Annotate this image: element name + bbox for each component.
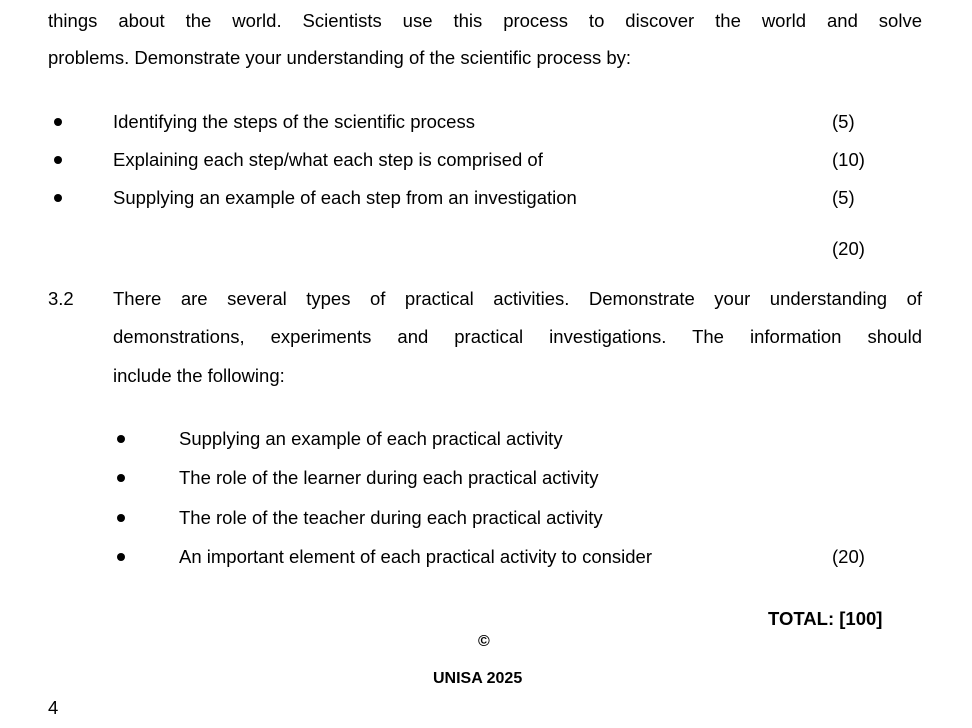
list-item-marks: (10) [832, 149, 865, 170]
list-item-text: Identifying the steps of the scientific process [113, 111, 475, 132]
list-item-marks: (5) [832, 111, 855, 132]
q32-line-3: include the following: [113, 365, 285, 386]
bullet-icon [54, 118, 62, 126]
bullet-icon [117, 553, 125, 561]
bullet-icon [54, 194, 62, 202]
list-item-text: An important element of each practical activity to consider [179, 546, 653, 567]
q32-line-2: demonstrations, experiments and practical investigations. The information should [113, 326, 922, 347]
q32-line-1: There are several types of practical activities. Demonstrate your understanding of [113, 288, 922, 309]
list-item-text: Explaining each step/what each step is comprised of [113, 149, 543, 170]
list-item-marks: (5) [832, 187, 855, 208]
list-item-text: The role of the teacher during each practical activity [179, 507, 603, 528]
page-number: 4 [48, 697, 59, 718]
list-item-text: Supplying an example of each step from an investigation [113, 187, 577, 208]
list-item-text: The role of the learner during each practical activity [179, 467, 599, 488]
total-marks: TOTAL: [100] [768, 608, 883, 629]
bullet-icon [117, 435, 125, 443]
q31-total-marks: (20) [832, 238, 865, 259]
intro-line-1: things about the world. Scientists use this process to discover the world and solve [48, 10, 922, 31]
bullet-icon [117, 474, 125, 482]
list-item-marks: (20) [832, 546, 865, 567]
intro-line-2: problems. Demonstrate your understanding of the scientific process by: [48, 47, 632, 68]
bullet-icon [117, 514, 125, 522]
list-item-text: Supplying an example of each practical activity [179, 428, 563, 449]
footer-institution: UNISA 2025 [433, 670, 523, 687]
bullet-icon [54, 156, 62, 164]
question-number: 3.2 [48, 288, 74, 309]
copyright-symbol: © [478, 633, 490, 650]
